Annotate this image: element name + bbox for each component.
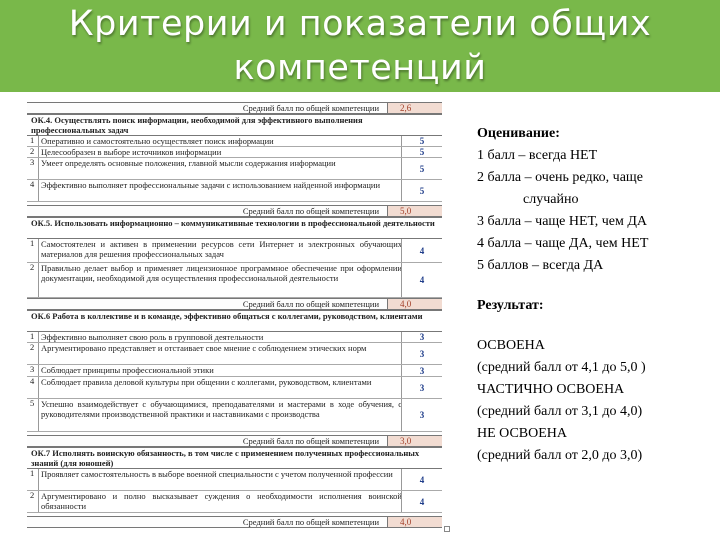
scale-line: 5 баллов – всегда ДА (477, 258, 604, 273)
criteria-text: Целесообразен в выборе источников информации (41, 147, 222, 157)
criteria-score: 5 (401, 180, 442, 201)
page-title (0, 2, 720, 90)
avg-row (27, 298, 442, 310)
criteria-row (27, 180, 442, 202)
criteria-number: 4 (27, 180, 39, 201)
criteria-text: Эффективно выполняет свою роль в групповой деятельности (41, 332, 264, 342)
criteria-row (27, 377, 442, 399)
criteria-number: 2 (27, 343, 39, 364)
criteria-number: 1 (27, 136, 39, 146)
criteria-number: 2 (27, 491, 39, 512)
result-line: НЕ ОСВОЕНА (477, 426, 568, 441)
avg-label: Средний балл по общей компетенции (242, 517, 379, 527)
scale-line: 2 балла – очень редко, чаще (477, 170, 643, 185)
criteria-text: Соблюдает правила деловой культуры при общении с коллегами, руководством, клиентами (41, 377, 372, 387)
result-line: ОСВОЕНА (477, 338, 545, 353)
criteria-number: 3 (27, 365, 39, 376)
criteria-number: 5 (27, 399, 39, 431)
criteria-number: 1 (27, 332, 39, 342)
avg-row (27, 205, 442, 217)
competency-heading: ОК.7 Исполнять воинскую обязанность, в том числе с применением полученных профессиональных знаний (для юношей) (27, 447, 442, 469)
criteria-text: Умеет определять основные положения, главной мысли содержания информации (41, 158, 336, 168)
result-line: (средний балл от 2,0 до 3,0) (477, 448, 643, 463)
avg-label: Средний балл по общей компетенции (242, 436, 379, 446)
avg-label: Средний балл по общей компетенции (242, 299, 379, 309)
criteria-text: Аргументировано и полно высказывает суждения о необходимости исполнения воинской обязанности (41, 491, 402, 511)
criteria-score: 3 (401, 332, 442, 342)
criteria-number: 1 (27, 239, 39, 262)
criteria-number: 2 (27, 147, 39, 157)
avg-score: 4,0 (387, 299, 442, 310)
result-line: (средний балл от 4,1 до 5,0 ) (477, 360, 646, 375)
criteria-score: 5 (401, 136, 442, 146)
competency-heading: ОК.6 Работа в коллективе и в команде, эффективно общаться с коллегами, руководством, клиентами (27, 310, 442, 332)
criteria-score: 5 (401, 158, 442, 179)
criteria-number: 1 (27, 469, 39, 490)
evaluation-heading: Оценивание: (477, 126, 560, 141)
criteria-text: Эффективно выполняет профессиональные задачи с использованием найденной информации (41, 180, 381, 190)
criteria-row (27, 399, 442, 432)
evaluation-panel (477, 123, 712, 467)
criteria-score: 5 (401, 147, 442, 157)
avg-row (27, 435, 442, 447)
scale-line: 4 балла – чаще ДА, чем НЕТ (477, 236, 649, 251)
result-heading: Результат: (477, 298, 544, 313)
criteria-number: 4 (27, 377, 39, 398)
criteria-row (27, 136, 442, 147)
avg-row (27, 516, 442, 528)
resize-handle-icon (444, 526, 450, 532)
avg-score: 4,0 (387, 517, 442, 528)
criteria-row (27, 158, 442, 180)
criteria-row (27, 343, 442, 365)
criteria-row (27, 469, 442, 491)
avg-row (27, 102, 442, 114)
criteria-score: 3 (401, 399, 442, 431)
criteria-row (27, 491, 442, 513)
criteria-score: 4 (401, 469, 442, 490)
competency-heading: ОК.4. Осуществлять поиск информации, необходимой для эффективного выполнения профессиональных задач (27, 114, 442, 136)
criteria-text: Успешно взаимодействует с обучающимися, преподавателями и мастерами в ходе обучения, с руководителями производственной практики и наставниками с производства (41, 399, 402, 419)
criteria-text: Проявляет самостоятельность в выборе военной специальности с учетом полученной профессии (41, 469, 393, 479)
criteria-score: 4 (401, 491, 442, 512)
criteria-number: 2 (27, 263, 39, 297)
criteria-number: 3 (27, 158, 39, 179)
criteria-row (27, 147, 442, 158)
criteria-score: 3 (401, 365, 442, 376)
scale-line: 1 балл – всегда НЕТ (477, 148, 598, 163)
title-line-2: компетенций (233, 48, 487, 88)
avg-label: Средний балл по общей компетенции (242, 206, 379, 216)
criteria-text: Соблюдает принципы профессиональной этики (41, 365, 214, 375)
criteria-score: 4 (401, 239, 442, 262)
avg-score: 3,0 (387, 436, 442, 447)
criteria-table (27, 102, 442, 528)
criteria-row (27, 332, 442, 343)
criteria-text: Оперативно и самостоятельно осуществляет поиск информации (41, 136, 274, 146)
criteria-score: 3 (401, 377, 442, 398)
criteria-row (27, 263, 442, 298)
avg-score: 2,6 (387, 103, 442, 114)
avg-score: 5,0 (387, 206, 442, 217)
criteria-text: Правильно делает выбор и применяет лицензионное программное обеспечение при оформлении документации, необходимой для осуществления профессиональной деятельности (41, 263, 402, 283)
scale-line: 3 балла – чаще НЕТ, чем ДА (477, 214, 647, 229)
criteria-text: Аргументировано представляет и отстаивает свое мнение с соблюдением этических норм (41, 343, 367, 353)
criteria-row (27, 365, 442, 377)
result-line: ЧАСТИЧНО ОСВОЕНА (477, 382, 625, 397)
avg-label: Средний балл по общей компетенции (242, 103, 379, 113)
scale-line: случайно (523, 192, 579, 207)
result-line: (средний балл от 3,1 до 4,0) (477, 404, 643, 419)
title-line-1: Критерии и показатели общих (68, 4, 652, 44)
criteria-text: Самостоятелен и активен в применении ресурсов сети Интернет и электронных обучающих материалов для решения профессиональных задач (41, 239, 402, 259)
competency-heading: ОК.5. Использовать информационно – коммуникативные технологии в профессиональной деятельности (27, 217, 442, 239)
criteria-row (27, 239, 442, 263)
criteria-score: 4 (401, 263, 442, 297)
criteria-score: 3 (401, 343, 442, 364)
